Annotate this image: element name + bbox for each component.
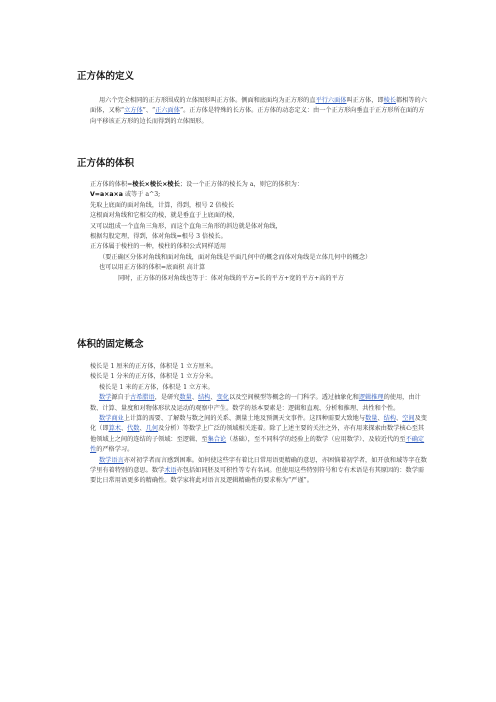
formula-bold: 棱长×棱长×棱长 [132, 181, 180, 188]
text-span: ”。正方体是特殊的长方体。正方体的动态定义：由一个正方形向垂直于正方形所在面的方向平移该正方形的边长而得到的立体图形。 [90, 107, 425, 125]
text-span: 源自于 [111, 394, 130, 402]
text-span: ”、“ [142, 107, 156, 115]
link-math-language[interactable]: 数学语言 [99, 456, 124, 464]
text-span: 都相等的六面体，又称“ [90, 97, 427, 115]
link-space[interactable]: 空间 [402, 415, 415, 423]
text-span: （基础），至不同科学的经验上的数学（应用数学）、及较近代的至 [226, 435, 406, 443]
unit-line: 棱长是 1 厘米的正方体，体积是 1 立方厘米。 [90, 363, 218, 370]
text-span: 正方体的体积= [90, 181, 133, 188]
link-structure[interactable]: 结构 [198, 394, 211, 402]
link-logic[interactable]: 逻辑推理 [358, 394, 384, 402]
math-paragraph-1 [90, 393, 430, 414]
volume-paragraph [90, 180, 430, 284]
link-greek[interactable]: 古希腊语 [129, 394, 155, 402]
link-terminology[interactable]: 术语 [164, 467, 177, 475]
volume-line: 根据勾股定理，得到，体对角线=根号 3 倍棱长。 [90, 233, 227, 241]
link-math[interactable]: 数学 [99, 394, 112, 402]
text-span: 的使用，由计数、计算、量度和对物体形状及运动的观察中产生。数学的基本要素是：逻辑和直观、分析和推理、共性和个性。 [90, 394, 421, 412]
text-span: 亦包括如同胚及可积性等专有名词。但使用这些特别符号和专有术语是有其原因的：数学需要比日常用语更多的精确性。数学家将此对语言及逻辑精确性的要求称为“严谨”。 [90, 467, 425, 485]
link-quantity[interactable]: 数量 [365, 415, 378, 423]
section-heading-volume: 正方体的体积 [77, 158, 135, 169]
link-parallelepiped[interactable]: 平行六面体 [315, 97, 347, 104]
definition-text [90, 96, 430, 127]
unit-line: 棱长是 1 米的正方体，体积是 1 立方米。 [99, 383, 214, 391]
fixed-concept-paragraph [90, 362, 430, 487]
link-geometry[interactable]: 几何 [145, 425, 159, 433]
link-regular-hexahedron[interactable]: 正六面体 [155, 107, 180, 115]
text-span: ，是研究 [154, 394, 180, 402]
text-span: 、 [139, 425, 146, 433]
text-span: 、 [377, 415, 384, 423]
volume-line: （要正确区分体对角线和面对角线，面对角线是平面几何中的概念而体对角线是立体几何中的概念） [99, 253, 372, 261]
link-change[interactable]: 变化 [216, 394, 229, 402]
text-span: 叫正方体，即 [346, 97, 384, 104]
volume-line: 又可以组成一个直角三角形，而这个直角三角形的斜边就是体对角线， [90, 222, 282, 230]
volume-formula-v-line [90, 190, 430, 200]
text-span: 、 [210, 394, 217, 402]
math-paragraph-3 [90, 456, 430, 487]
text-span: 、 [191, 394, 198, 402]
section-heading-fixed-concept: 体积的固定概念 [77, 339, 144, 350]
volume-formula-line [90, 180, 430, 190]
text-span: 用六个完全相同的正方形围成的立体图形叫正方体。侧面和底面均为正方形的直 [99, 97, 316, 104]
text-span: 、 [120, 425, 128, 433]
text-span: 上计算的需要、了解数与数之间的关系、测量土地及预测天文事件。这四种需要大致地与 [123, 415, 366, 423]
link-set-theory[interactable]: 集合论 [207, 435, 227, 443]
text-span: 的严格学习。 [96, 446, 134, 454]
link-structure[interactable]: 结构 [383, 415, 396, 423]
formula-v: V=a×a×a [90, 191, 123, 199]
text-span: 、 [396, 415, 403, 423]
text-span: 或等于 a^3; [122, 191, 161, 199]
volume-line: 同时，正方体的体对角线也等于：体对角线的平方=长的平方+宽的平方+高的平方 [118, 274, 344, 282]
volume-line: 正方体属于棱柱的一种，棱柱的体积公式同样适用 [90, 243, 227, 251]
volume-line: 这根面对角线和它相交的棱，就是垂直于上底面的棱， [90, 212, 239, 220]
text-span: 及分析）等数学上广泛的领域相关连着。除了上述主要的关注之外，亦有用来探索由数学核心至其他领域上之间的连结的子领域：至逻辑、至 [90, 425, 425, 443]
text-span: 以及空间模型等概念的一门科学。透过抽象化和 [228, 394, 359, 402]
text-span: ；设一个正方体的棱长为 a，则它的体积为： [179, 181, 304, 188]
volume-line: 先取上底面的面对角线，计算，得到，根号 2 倍棱长 [90, 201, 234, 209]
volume-line: 也可以用正方体的体积=底面积 高计算 [99, 264, 206, 272]
link-uncertainty[interactable]: 不确定性 [90, 435, 425, 454]
link-algebra[interactable]: 代数 [127, 425, 140, 433]
text-span: 亦对初学者而言感到困难。如何使这些字有着比日常用语更精确的意思，亦困恼着初学者，如开放和域等字在数学里有着特别的意思。数学 [90, 456, 427, 475]
link-quantity[interactable]: 数量 [179, 394, 192, 402]
section-heading-definition: 正方体的定义 [77, 71, 135, 82]
link-arithmetic[interactable]: 算术 [108, 425, 121, 433]
link-cube[interactable]: 立方体 [124, 107, 143, 115]
math-paragraph-2 [90, 414, 430, 456]
link-math-business[interactable]: 数学商业 [99, 415, 124, 423]
definition-paragraph [90, 96, 430, 127]
text-span: 及变化（即 [90, 415, 427, 433]
unit-line: 棱长是 1 分米的正方体，体积是 1 立方分米。 [90, 373, 218, 381]
link-edge-length[interactable]: 棱长 [383, 97, 396, 104]
